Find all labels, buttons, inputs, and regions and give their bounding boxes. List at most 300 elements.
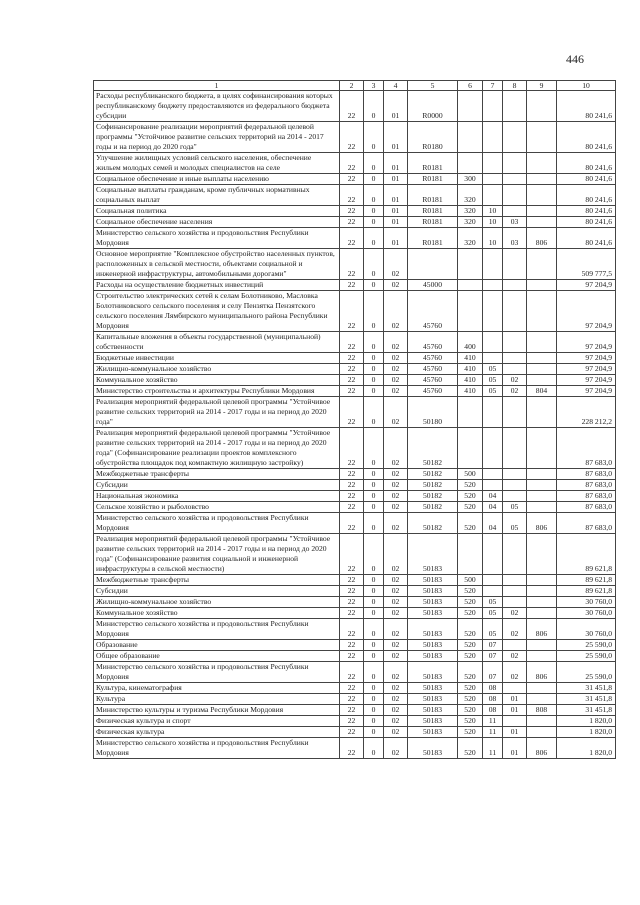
code-cell [527,280,557,291]
code-cell: 22 [340,249,364,280]
code-cell [503,291,527,332]
code-cell [527,469,557,480]
table-row [94,738,616,759]
amount-cell: 31 451,8 [557,694,616,705]
code-cell [527,217,557,228]
code-cell: 01 [384,153,408,174]
code-cell [527,249,557,280]
row-name: Социальная политика [94,206,340,217]
code-cell [527,491,557,502]
code-cell: 0 [364,386,384,397]
code-cell [458,91,483,122]
code-cell [503,280,527,291]
code-cell: 520 [458,608,483,619]
code-cell: 0 [364,705,384,716]
row-name: Министерство культуры и туризма Республики Мордовия [94,705,340,716]
table-row [94,397,616,428]
code-cell [527,291,557,332]
code-cell: 520 [458,662,483,683]
column-header: 3 [364,81,384,91]
table-row [94,534,616,575]
code-cell: 806 [527,228,557,249]
code-cell [527,332,557,353]
code-cell: 22 [340,694,364,705]
amount-cell: 87 683,0 [557,428,616,469]
code-cell: 0 [364,353,384,364]
row-name: Межбюджетные трансферты [94,469,340,480]
row-name: Жилищно-коммунальное хозяйство [94,597,340,608]
code-cell: 01 [503,694,527,705]
code-cell: 50183 [408,694,458,705]
amount-cell: 80 241,6 [557,217,616,228]
code-cell: 520 [458,651,483,662]
code-cell [483,185,503,206]
code-cell: 01 [503,705,527,716]
table-row [94,608,616,619]
code-cell [483,480,503,491]
code-cell: 320 [458,185,483,206]
amount-cell: 97 204,9 [557,291,616,332]
code-cell: 01 [384,185,408,206]
code-cell: 22 [340,683,364,694]
amount-cell: 89 621,8 [557,534,616,575]
code-cell: 520 [458,683,483,694]
code-cell: 22 [340,174,364,185]
amount-cell: 228 212,2 [557,397,616,428]
code-cell [527,375,557,386]
code-cell: 01 [384,228,408,249]
row-name: Основное мероприятие "Комплексное обустройство населенных пунктов, расположенных в сельской местности, объектами социальной и инженерной инфраструктуры, автомобильными дорогами" [94,249,340,280]
code-cell: 520 [458,502,483,513]
amount-cell: 80 241,6 [557,174,616,185]
code-cell: 0 [364,640,384,651]
code-cell [527,640,557,651]
table-row [94,217,616,228]
code-cell: 320 [458,228,483,249]
row-name: Расходы на осуществление бюджетных инвестиций [94,280,340,291]
code-cell [527,608,557,619]
code-cell: 02 [384,332,408,353]
table-body [94,91,616,759]
code-cell [527,353,557,364]
code-cell: 22 [340,738,364,759]
code-cell: 02 [384,727,408,738]
code-cell [503,122,527,153]
code-cell: 02 [384,428,408,469]
table-row [94,364,616,375]
column-header: 1 [94,81,340,91]
code-cell: 02 [384,716,408,727]
row-name: Общее образование [94,651,340,662]
code-cell: 50183 [408,597,458,608]
amount-cell: 97 204,9 [557,386,616,397]
table-row [94,185,616,206]
row-name: Социальные выплаты гражданам, кроме публичных нормативных социальных выплат [94,185,340,206]
code-cell: 45760 [408,353,458,364]
code-cell [527,575,557,586]
code-cell: 50183 [408,608,458,619]
amount-cell: 87 683,0 [557,480,616,491]
page-number: 446 [566,52,584,66]
code-cell: 0 [364,586,384,597]
code-cell: 50180 [408,397,458,428]
table-row [94,727,616,738]
code-cell [527,185,557,206]
amount-cell: 25 590,0 [557,662,616,683]
code-cell: 0 [364,228,384,249]
code-cell: 01 [503,727,527,738]
table-row [94,640,616,651]
code-cell: 45760 [408,332,458,353]
code-cell: 05 [483,597,503,608]
amount-cell: 509 777,5 [557,249,616,280]
code-cell: 02 [384,364,408,375]
row-name: Межбюджетные трансферты [94,575,340,586]
row-name: Бюджетные инвестиции [94,353,340,364]
amount-cell: 80 241,6 [557,153,616,174]
code-cell: 50182 [408,480,458,491]
code-cell [527,480,557,491]
row-name: Улучшение жилищных условий сельского населения, обеспечение жильем молодых семей и молодых специалистов на селе [94,153,340,174]
amount-cell: 87 683,0 [557,502,616,513]
code-cell: 320 [458,217,483,228]
code-cell: 0 [364,153,384,174]
code-cell: 0 [364,206,384,217]
row-name: Социальное обеспечение населения [94,217,340,228]
code-cell [503,397,527,428]
code-cell: 0 [364,651,384,662]
code-cell: 07 [483,662,503,683]
row-name: Жилищно-коммунальное хозяйство [94,364,340,375]
code-cell: 02 [384,575,408,586]
code-cell: 0 [364,716,384,727]
code-cell [527,364,557,375]
code-cell: 0 [364,597,384,608]
code-cell [483,469,503,480]
code-cell [503,586,527,597]
amount-cell: 87 683,0 [557,469,616,480]
column-header: 10 [557,81,616,91]
table-row [94,491,616,502]
amount-cell: 97 204,9 [557,353,616,364]
code-cell: R0181 [408,153,458,174]
row-name: Социальное обеспечение и иные выплаты населению [94,174,340,185]
amount-cell: 97 204,9 [557,332,616,353]
code-cell: 04 [483,513,503,534]
code-cell: 02 [384,608,408,619]
code-cell: 50183 [408,738,458,759]
row-name: Национальная экономика [94,491,340,502]
code-cell: 0 [364,619,384,640]
row-name: Софинансирование реализации мероприятий федеральной целевой программы "Устойчивое развитие сельских территорий на 2014 - 2017 годы и на период до 2020 года" [94,122,340,153]
code-cell: 45000 [408,280,458,291]
code-cell [503,480,527,491]
code-cell: 02 [384,375,408,386]
code-cell: 22 [340,586,364,597]
code-cell: 50182 [408,513,458,534]
row-name: Строительство электрических сетей к селам Болотниково, Масловка Болотниковского сельского поселения и селу Пензятка Пензятского сельского поселения Лямбирского муниципального района Республики Мордовия [94,291,340,332]
code-cell: 22 [340,280,364,291]
code-cell: 45760 [408,364,458,375]
code-cell: 22 [340,513,364,534]
code-cell [527,428,557,469]
code-cell [458,397,483,428]
code-cell: 22 [340,705,364,716]
code-cell: 0 [364,694,384,705]
column-header: 4 [384,81,408,91]
code-cell: 0 [364,122,384,153]
code-cell: 50183 [408,705,458,716]
code-cell: 02 [384,640,408,651]
code-cell: 806 [527,738,557,759]
code-cell: 02 [503,386,527,397]
table-row [94,586,616,597]
code-cell [458,280,483,291]
code-cell: 50183 [408,640,458,651]
code-cell: 0 [364,534,384,575]
code-cell: 02 [384,386,408,397]
code-cell: 05 [483,364,503,375]
table-row [94,249,616,280]
code-cell: 22 [340,428,364,469]
table-row [94,386,616,397]
code-cell: 520 [458,727,483,738]
row-name: Реализация мероприятий федеральной целевой программы "Устойчивое развитие сельских территорий на 2014 - 2017 годы и на период до 2020 года" (Софинансирование развития социальной и инженерной инфраструктуры в сельской местности) [94,534,340,575]
code-cell: 22 [340,185,364,206]
code-cell [503,491,527,502]
code-cell [503,153,527,174]
amount-cell: 97 204,9 [557,280,616,291]
code-cell: 05 [483,375,503,386]
table-row [94,91,616,122]
code-cell [527,597,557,608]
code-cell [408,249,458,280]
code-cell: R0181 [408,228,458,249]
amount-cell: 31 451,8 [557,705,616,716]
code-cell [483,174,503,185]
code-cell: 45760 [408,291,458,332]
code-cell: 410 [458,386,483,397]
code-cell: 22 [340,364,364,375]
code-cell: 10 [483,217,503,228]
code-cell: 806 [527,513,557,534]
code-cell: 02 [384,397,408,428]
code-cell [483,153,503,174]
table-row [94,228,616,249]
code-cell [527,122,557,153]
code-cell: 22 [340,619,364,640]
code-cell: 02 [384,353,408,364]
code-cell [483,397,503,428]
code-cell: 22 [340,91,364,122]
code-cell: 04 [483,491,503,502]
code-cell: 22 [340,469,364,480]
code-cell: 520 [458,586,483,597]
code-cell [483,575,503,586]
code-cell: 0 [364,428,384,469]
code-cell: 22 [340,597,364,608]
row-name: Физическая культура и спорт [94,716,340,727]
amount-cell: 89 621,8 [557,575,616,586]
code-cell: 02 [384,705,408,716]
code-cell: 50183 [408,534,458,575]
row-name: Министерство сельского хозяйства и продовольствия Республики Мордовия [94,228,340,249]
code-cell: 410 [458,353,483,364]
code-cell [483,291,503,332]
code-cell: 11 [483,738,503,759]
code-cell: 22 [340,291,364,332]
code-cell: 0 [364,502,384,513]
code-cell: 22 [340,727,364,738]
code-cell: 0 [364,375,384,386]
code-cell [503,174,527,185]
code-cell: 0 [364,174,384,185]
row-name: Культура, кинематография [94,683,340,694]
code-cell: 01 [384,217,408,228]
code-cell: 0 [364,249,384,280]
amount-cell: 80 241,6 [557,228,616,249]
code-cell: 0 [364,608,384,619]
row-name: Коммунальное хозяйство [94,608,340,619]
code-cell: 05 [483,608,503,619]
code-cell: 08 [483,705,503,716]
code-cell [527,716,557,727]
code-cell: 520 [458,513,483,534]
code-cell: 02 [384,738,408,759]
row-name: Министерство сельского хозяйства и продовольствия Республики Мордовия [94,662,340,683]
code-cell: 01 [384,206,408,217]
code-cell [527,534,557,575]
code-cell [458,249,483,280]
code-cell: 02 [384,586,408,597]
code-cell: 0 [364,217,384,228]
code-cell: 02 [384,694,408,705]
code-cell: 0 [364,738,384,759]
code-cell: 03 [503,228,527,249]
code-cell: 02 [384,651,408,662]
table-row [94,206,616,217]
table-row [94,619,616,640]
code-cell: 04 [483,502,503,513]
code-cell: 03 [503,217,527,228]
code-cell: 22 [340,662,364,683]
table-header-row [94,81,616,91]
table-row [94,122,616,153]
amount-cell: 80 241,6 [557,122,616,153]
code-cell: 22 [340,716,364,727]
code-cell: 520 [458,480,483,491]
code-cell [483,353,503,364]
amount-cell: 87 683,0 [557,513,616,534]
row-name: Расходы республиканского бюджета, в целях софинансирования которых республиканскому бюджету предоставляются из федерального бюджета субсидии [94,91,340,122]
code-cell: 50183 [408,716,458,727]
code-cell [483,534,503,575]
code-cell: 01 [503,738,527,759]
code-cell: 0 [364,185,384,206]
code-cell [483,91,503,122]
row-name: Субсидии [94,480,340,491]
code-cell [503,428,527,469]
code-cell: 0 [364,364,384,375]
code-cell: 05 [483,386,503,397]
column-header: 6 [458,81,483,91]
amount-cell: 80 241,6 [557,185,616,206]
column-header: 2 [340,81,364,91]
code-cell: R0181 [408,185,458,206]
code-cell: 0 [364,513,384,534]
code-cell: 10 [483,228,503,249]
row-name: Коммунальное хозяйство [94,375,340,386]
code-cell [458,428,483,469]
code-cell: 300 [458,174,483,185]
code-cell: 520 [458,705,483,716]
code-cell: 07 [483,651,503,662]
code-cell: 50183 [408,586,458,597]
code-cell: 520 [458,738,483,759]
column-header: 9 [527,81,557,91]
code-cell: 410 [458,375,483,386]
code-cell: 400 [458,332,483,353]
row-name: Физическая культура [94,727,340,738]
code-cell: 02 [503,662,527,683]
code-cell: 806 [527,662,557,683]
table-row [94,291,616,332]
code-cell: 22 [340,651,364,662]
column-header: 8 [503,81,527,91]
table-row [94,153,616,174]
code-cell: 02 [384,291,408,332]
table-row [94,662,616,683]
amount-cell: 25 590,0 [557,651,616,662]
code-cell [527,651,557,662]
amount-cell: 30 760,0 [557,619,616,640]
code-cell [503,575,527,586]
row-name: Реализация мероприятий федеральной целевой программы "Устойчивое развитие сельских территорий на 2014 - 2017 годы и на период до 2020 года" [94,397,340,428]
code-cell: 22 [340,534,364,575]
code-cell [527,586,557,597]
code-cell: 22 [340,153,364,174]
code-cell: 50183 [408,651,458,662]
code-cell: 22 [340,122,364,153]
code-cell: 0 [364,469,384,480]
row-name: Культура [94,694,340,705]
code-cell: 07 [483,640,503,651]
code-cell: 10 [483,206,503,217]
code-cell: 08 [483,683,503,694]
code-cell: 11 [483,727,503,738]
code-cell [503,716,527,727]
code-cell [527,502,557,513]
code-cell: 50183 [408,619,458,640]
row-name: Министерство сельского хозяйства и продовольствия Республики Мордовия [94,738,340,759]
code-cell [527,174,557,185]
amount-cell: 87 683,0 [557,491,616,502]
code-cell: 22 [340,480,364,491]
code-cell: 0 [364,683,384,694]
row-name: Реализация мероприятий федеральной целевой программы "Устойчивое развитие сельских территорий на 2014 - 2017 годы и на период до 2020 года" (Софинансирование реализации проектов комплексного обустройства площадок под компактную жилищную застройку) [94,428,340,469]
budget-table [93,80,616,759]
code-cell [527,397,557,428]
table-row [94,651,616,662]
code-cell [503,185,527,206]
code-cell [527,206,557,217]
code-cell: 0 [364,91,384,122]
code-cell [503,534,527,575]
code-cell: 22 [340,502,364,513]
code-cell: 22 [340,332,364,353]
code-cell [503,91,527,122]
code-cell: 50183 [408,575,458,586]
